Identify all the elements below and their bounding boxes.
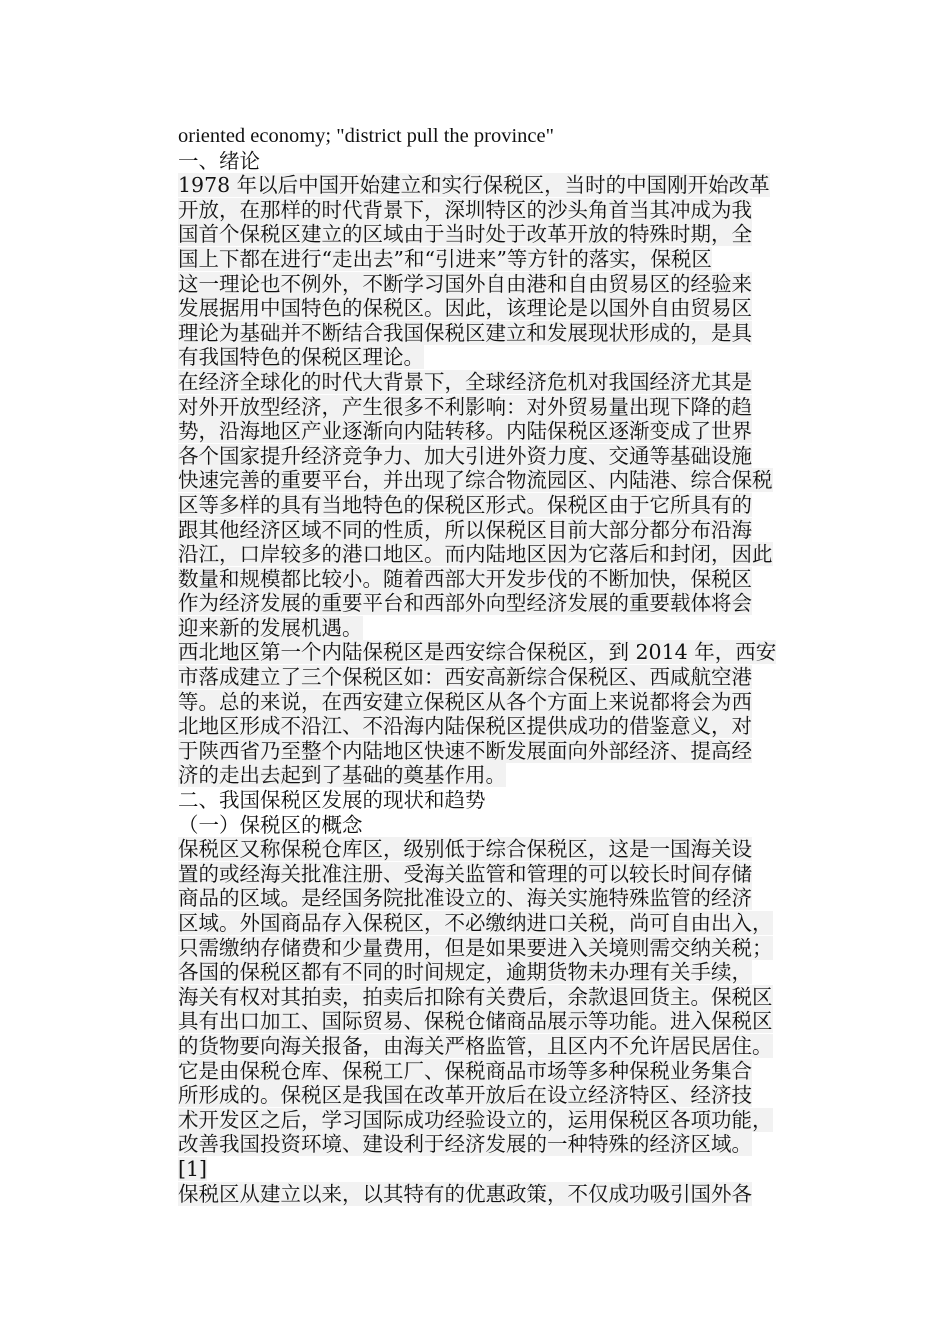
paragraph-line: 区域。外国商品存入保税区，不必缴纳进口关税，尚可自由出入，	[178, 911, 773, 935]
paragraph-line: 快速完善的重要平台，并出现了综合物流园区、内陆港、综合保税	[178, 468, 773, 493]
subsection-heading-concept: （一）保税区的概念	[178, 812, 363, 837]
paragraph-line: 1978 年以后中国开始建立和实行保税区，当时的中国刚开始改革	[178, 173, 770, 198]
paragraph-line: 理论为基础并不断结合我国保税区建立和发展现状形成的，是具	[178, 320, 752, 345]
paragraph-line: 商品的区域。是经国务院批准设立的、海关实施特殊监管的经济	[178, 886, 752, 911]
section-heading-introduction: 一、绪论	[178, 148, 260, 173]
paragraph-line: 发展据用中国特色的保税区。因此，该理论是以国外自由贸易区	[178, 296, 752, 321]
paragraph-line: 在经济全球化的时代大背景下，全球经济危机对我国经济尤其是	[178, 369, 752, 394]
paragraph-line: 置的或经海关批准注册、受海关监管和管理的可以较长时间存储	[178, 861, 752, 886]
paragraph-line: 保税区又称保税仓库区，级别低于综合保税区，这是一国海关设	[178, 837, 752, 862]
paragraph-line: 它是由保税仓库、保税工厂、保税商品市场等多种保税业务集合	[178, 1058, 752, 1083]
paragraph-line: 具有出口加工、国际贸易、保税仓储商品展示等功能。进入保税区	[178, 1009, 773, 1034]
abstract-keywords-tail: oriented economy; "district pull the province"	[178, 125, 554, 147]
paragraph-line: 北地区形成不沿江、不沿海内陆保税区提供成功的借鉴意义，对	[178, 714, 752, 739]
paragraph-line: 区等多样的具有当地特色的保税区形式。保税区由于它所具有的	[178, 492, 752, 517]
citation-reference: [1]	[178, 1156, 208, 1181]
paragraph-line: 海关有权对其拍卖，拍卖后扣除有关费后，余款退回货主。保税区	[178, 984, 773, 1009]
paragraph-line: 跟其他经济区域不同的性质，所以保税区目前大部分都分布沿海	[178, 517, 752, 542]
paragraph-line: 等。总的来说，在西安建立保税区从各个方面上来说都将会为西	[178, 689, 752, 714]
paragraph-line: 于陕西省乃至整个内陆地区快速不断发展面向外部经济、提高经	[178, 738, 752, 763]
paragraph-line: 术开发区之后，学习国际成功经验设立的，运用保税区各项功能，	[178, 1107, 773, 1132]
paragraph-line: 济的走出去起到了基础的奠基作用。	[178, 763, 506, 788]
paragraph-line: 只需缴纳存储费和少量费用，但是如果要进入关境则需交纳关税；	[178, 935, 773, 960]
paragraph-line: 有我国特色的保税区理论。	[178, 345, 424, 370]
paragraph-line: 迎来新的发展机遇。	[178, 615, 363, 640]
paragraph-line: 沿江，口岸较多的港口地区。而内陆地区因为它落后和封闭，因此	[178, 542, 773, 567]
paragraph-line: 对外开放型经济，产生很多不利影响：对外贸易量出现下降的趋	[178, 394, 752, 419]
paragraph-line: 开放，在那样的时代背景下，深圳特区的沙头角首当其冲成为我	[178, 197, 752, 222]
paragraph-line: 数量和规模都比较小。随着西部大开发步伐的不断加快，保税区	[178, 566, 752, 591]
paragraph-line: 保税区从建立以来，以其特有的优惠政策，不仅成功吸引国外各	[178, 1181, 752, 1206]
paragraph-line: 国首个保税区建立的区域由于当时处于改革开放的特殊时期，全	[178, 222, 752, 247]
paragraph-line: 的货物要向海关报备，由海关严格监管，且区内不允许居民居住。	[178, 1033, 773, 1058]
document-body	[178, 124, 818, 1206]
section-heading-status-trends: 二、我国保税区发展的现状和趋势	[178, 788, 486, 813]
paragraph-line: 市落成建立了三个保税区如：西安高新综合保税区、西咸航空港	[178, 665, 752, 690]
paragraph-line: 势，沿海地区产业逐渐向内陆转移。内陆保税区逐渐变成了世界	[178, 419, 752, 444]
paragraph-line: 各个国家提升经济竞争力、加大引进外资力度、交通等基础设施	[178, 443, 752, 468]
paragraph-line: 各国的保税区都有不同的时间规定，逾期货物未办理有关手续，	[178, 960, 752, 985]
paragraph-line: 所形成的。保税区是我国在改革开放后在设立经济特区、经济技	[178, 1083, 752, 1108]
paragraph-line: 改善我国投资环境、建设利于经济发展的一种特殊的经济区域。	[178, 1132, 752, 1157]
paragraph-line: 国上下都在进行“走出去”和“引进来”等方针的落实，保税区	[178, 246, 712, 271]
paragraph-line: 西北地区第一个内陆保税区是西安综合保税区，到 2014 年，西安	[178, 640, 777, 665]
paragraph-line: 作为经济发展的重要平台和西部外向型经济发展的重要载体将会	[178, 591, 752, 616]
paragraph-line: 这一理论也不例外，不断学习国外自由港和自由贸易区的经验来	[178, 271, 752, 296]
